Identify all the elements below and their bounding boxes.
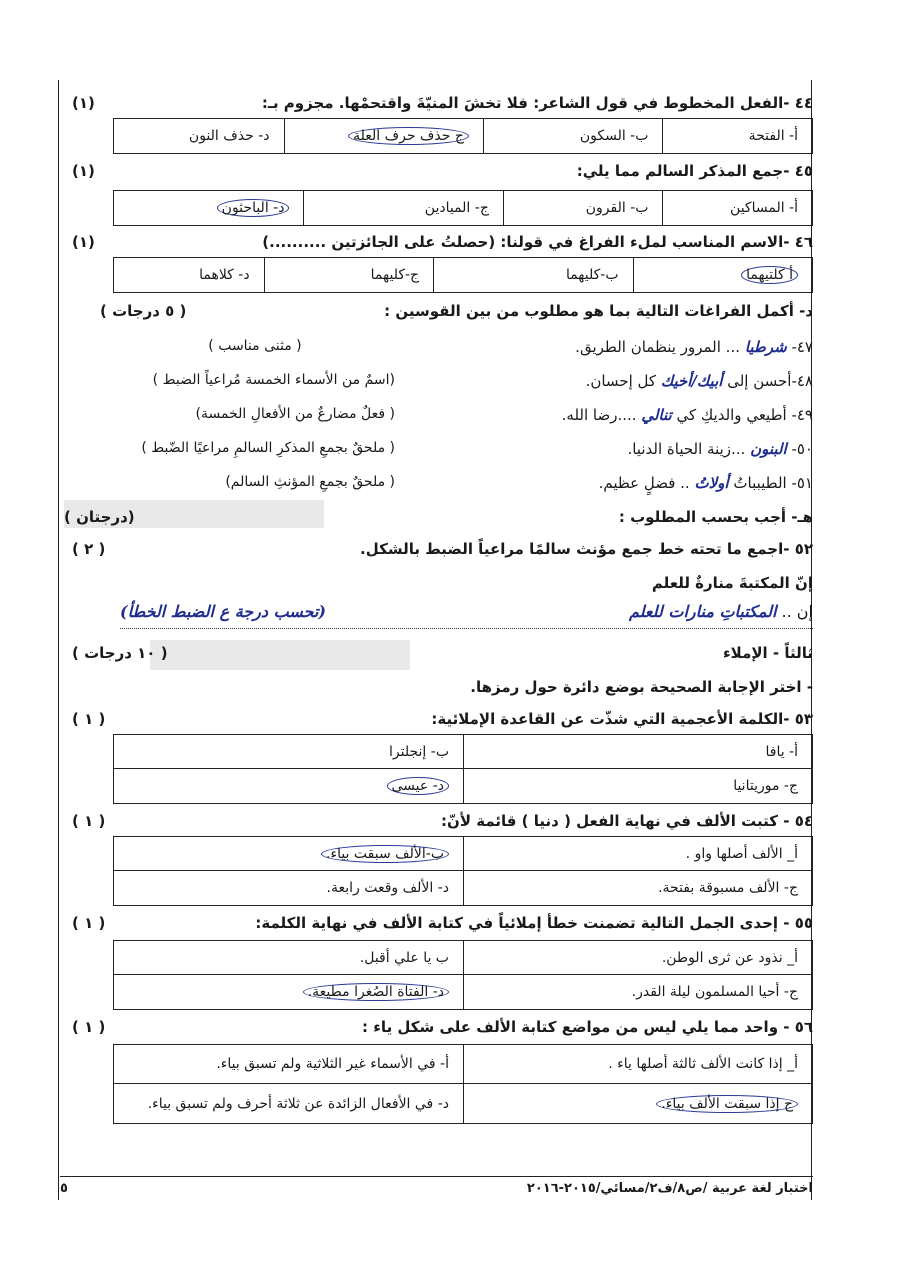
q54-option-d[interactable]: د- الألف وقعت رابعة. — [326, 880, 449, 896]
q53-option-a[interactable]: أ- يافا — [463, 735, 812, 768]
section-h-title: هـ- أجب بحسب المطلوب : — [618, 508, 813, 526]
answer-circle: د- الباحثون — [217, 199, 290, 217]
q45-option-a[interactable]: أ- المساكين — [662, 191, 812, 225]
answer-circle: ج إذا سبقت الألف بياء. — [656, 1095, 798, 1113]
handwritten-answer: البنون — [750, 440, 787, 458]
q56-option-b[interactable]: أ- في الأسماء غير الثلاثية ولم تسبق بياء. — [216, 1056, 449, 1072]
q46-option-d[interactable]: د- كلاهما — [199, 267, 250, 283]
hint-50: ( ملحقٌ بجمعِ المذكرِ السالمِ مراعيًا الضّبط ) — [141, 440, 395, 456]
question-52-mark: ( ٢ ) — [72, 540, 106, 558]
question-52-text: ٥٢ -اجمع ما تحته خط جمع مؤنث سالمًا مراعياً الضبط بالشكل. — [360, 540, 813, 558]
handwritten-answer: المكتباتِ منارات للعلم — [628, 602, 777, 621]
answer-circle: د- عيسى — [387, 777, 449, 795]
q44-option-d[interactable]: د- حذف النون — [188, 128, 270, 144]
q55-option-d[interactable] — [114, 975, 463, 1009]
section-three-instruction: - اختر الإجابة الصحيحة بوضع دائرة حول رمزها. — [470, 678, 813, 696]
fill-item-49: ٤٩- أطيعي والديكِ كي تنالي ....رضا الله. — [561, 406, 813, 424]
q44-option-c[interactable] — [284, 119, 483, 153]
q44-option-b[interactable]: ب- السكون — [483, 119, 662, 153]
answer-circle: أ كلتيهما — [741, 266, 798, 284]
q45-option-b[interactable]: ب- القرون — [503, 191, 663, 225]
q56-option-c[interactable] — [463, 1084, 812, 1123]
q44-option-a[interactable]: أ- الفتحة — [662, 119, 812, 153]
page-footer — [60, 1176, 813, 1201]
q55-option-c[interactable]: ج- أحيا المسلمون ليلة القدر. — [463, 975, 812, 1009]
fill-item-50: ٥٠- البنون ...زينة الحياة الدنيا. — [627, 440, 813, 458]
question-55-options — [113, 940, 813, 1010]
question-53-text: ٥٣ -الكلمة الأعجمية التي شذّت عن القاعدة الإملائية: — [431, 710, 813, 728]
fill-item-51: ٥١- الطيبباتُ أولاتُ .. فضلٍ عظيم. — [598, 474, 813, 492]
q54-option-b[interactable] — [114, 837, 463, 870]
question-44-mark: (١) — [72, 94, 95, 112]
question-46-mark: (١) — [72, 233, 95, 251]
q53-option-c[interactable]: ج- موريتانيا — [463, 769, 812, 803]
handwritten-answer: شرطيا — [744, 338, 787, 356]
section-d-title: د- أكمل الفراغات التالية بما هو مطلوب من بين القوسين : — [384, 302, 813, 320]
fill-item-48: ٤٨-أحسن إلى أبيك/أخيك كل إحسان. — [585, 372, 813, 390]
q55-option-a[interactable]: أ_ نذود عن ثرى الوطن. — [463, 941, 812, 974]
handwritten-answer: تنالي — [641, 406, 672, 424]
question-45-text: ٤٥ -جمع المذكر السالم مما يلي: — [576, 162, 813, 180]
question-46-options — [113, 257, 813, 293]
hint-48: (اسمٌ من الأسماء الخمسة مُراعياً الضبط ) — [152, 372, 395, 388]
question-56-options — [113, 1044, 813, 1124]
page-number: ٥ — [60, 1181, 68, 1196]
q45-option-d[interactable] — [114, 191, 303, 225]
question-46-text: ٤٦ -الاسم المناسب لملء الفراغ في قولنا: (حصلتُ على الجائزتين ..........) — [262, 233, 813, 251]
hint-49: ( فعلٌ مضارعٌ من الأفعالِ الخمسة) — [195, 406, 395, 422]
hint-47: ( مثنى مناسب ) — [208, 338, 302, 354]
q45-option-c[interactable]: ج- الميادين — [303, 191, 502, 225]
fill-item-47: ٤٧- شرطيا ... المرور ينظمان الطريق. — [575, 338, 813, 356]
question-45-mark: (١) — [72, 162, 95, 180]
question-53-options — [113, 734, 813, 804]
question-53-mark: ( ١ ) — [72, 710, 106, 728]
question-44-options — [113, 118, 813, 154]
question-45-options — [113, 190, 813, 226]
question-56-text: ٥٦ - واحد مما يلي ليس من مواضع كتابة الألف على شكل ياء : — [362, 1018, 813, 1036]
question-54-mark: ( ١ ) — [72, 812, 106, 830]
q46-option-c[interactable]: ج-كليهما — [264, 258, 434, 292]
q56-option-a[interactable]: أ_ إذا كانت الألف ثالثة أصلها ياء . — [463, 1045, 812, 1083]
footer-text: اختبار لغة عربية /ص٨/ف٢/مسائي/٢٠١٥-٢٠١٦ — [526, 1181, 813, 1196]
question-52-answer-line: إن .. المكتباتِ منارات للعلم (تحسب درجة ع الضبط الخطأ) — [120, 602, 813, 629]
q46-option-a[interactable] — [633, 258, 812, 292]
question-55-mark: ( ١ ) — [72, 914, 106, 932]
question-52-sentence: إنّ المكتبةَ منارةٌ للعلم — [651, 574, 813, 592]
q55-option-b[interactable]: ب يا علي أقبل. — [359, 949, 449, 966]
hint-51: ( ملحقٌ بجمعِ المؤنثِ السالم) — [225, 474, 395, 490]
answer-circle: ب-الألف سبقت بياء. — [321, 845, 449, 863]
section-three-title: ثالثاً - الإملاء — [723, 644, 813, 662]
answer-circle: د- الفتاة الصُغرا مطيعة. — [303, 983, 449, 1001]
q53-option-d[interactable] — [114, 769, 463, 803]
question-44-text: ٤٤ -الفعل المخطوط في قول الشاعر: فلا تخشَ المنيّةَ واقتحمْها. مجزوم بـ: — [261, 94, 813, 112]
q46-option-b[interactable]: ب-كليهما — [433, 258, 632, 292]
question-54-text: ٥٤ - كتبت الألف في نهاية الفعل ( دنيا ) قائمة لأنّ: — [441, 812, 813, 830]
handwritten-answer: أبيك/أخيك — [660, 372, 723, 390]
section-h-mark: (درجتان ) — [64, 508, 135, 526]
handwritten-note: (تحسب درجة ع الضبط الخطأ) — [120, 602, 326, 621]
section-three-mark: ( ١٠ درجات ) — [72, 644, 168, 662]
section-d-mark: ( ٥ درجات ) — [100, 302, 187, 320]
question-54-options — [113, 836, 813, 906]
q54-option-a[interactable]: أ_ الألف أصلها واو . — [463, 837, 812, 870]
q56-option-d[interactable]: د- في الأفعال الزائدة عن ثلاثة أحرف ولم تسبق بياء. — [147, 1095, 449, 1112]
question-56-mark: ( ١ ) — [72, 1018, 106, 1036]
q54-option-c[interactable]: ج- الألف مسبوقة بفتحة. — [463, 871, 812, 905]
question-55-text: ٥٥ - إحدى الجمل التالية تضمنت خطأ إملائياً في كتابة الألف في نهاية الكلمة: — [255, 914, 813, 932]
q53-option-b[interactable]: ب- إنجلترا — [389, 743, 449, 760]
handwritten-answer: أولاتُ — [694, 474, 729, 492]
answer-circle: ج حذف حرف العلة — [348, 127, 469, 145]
